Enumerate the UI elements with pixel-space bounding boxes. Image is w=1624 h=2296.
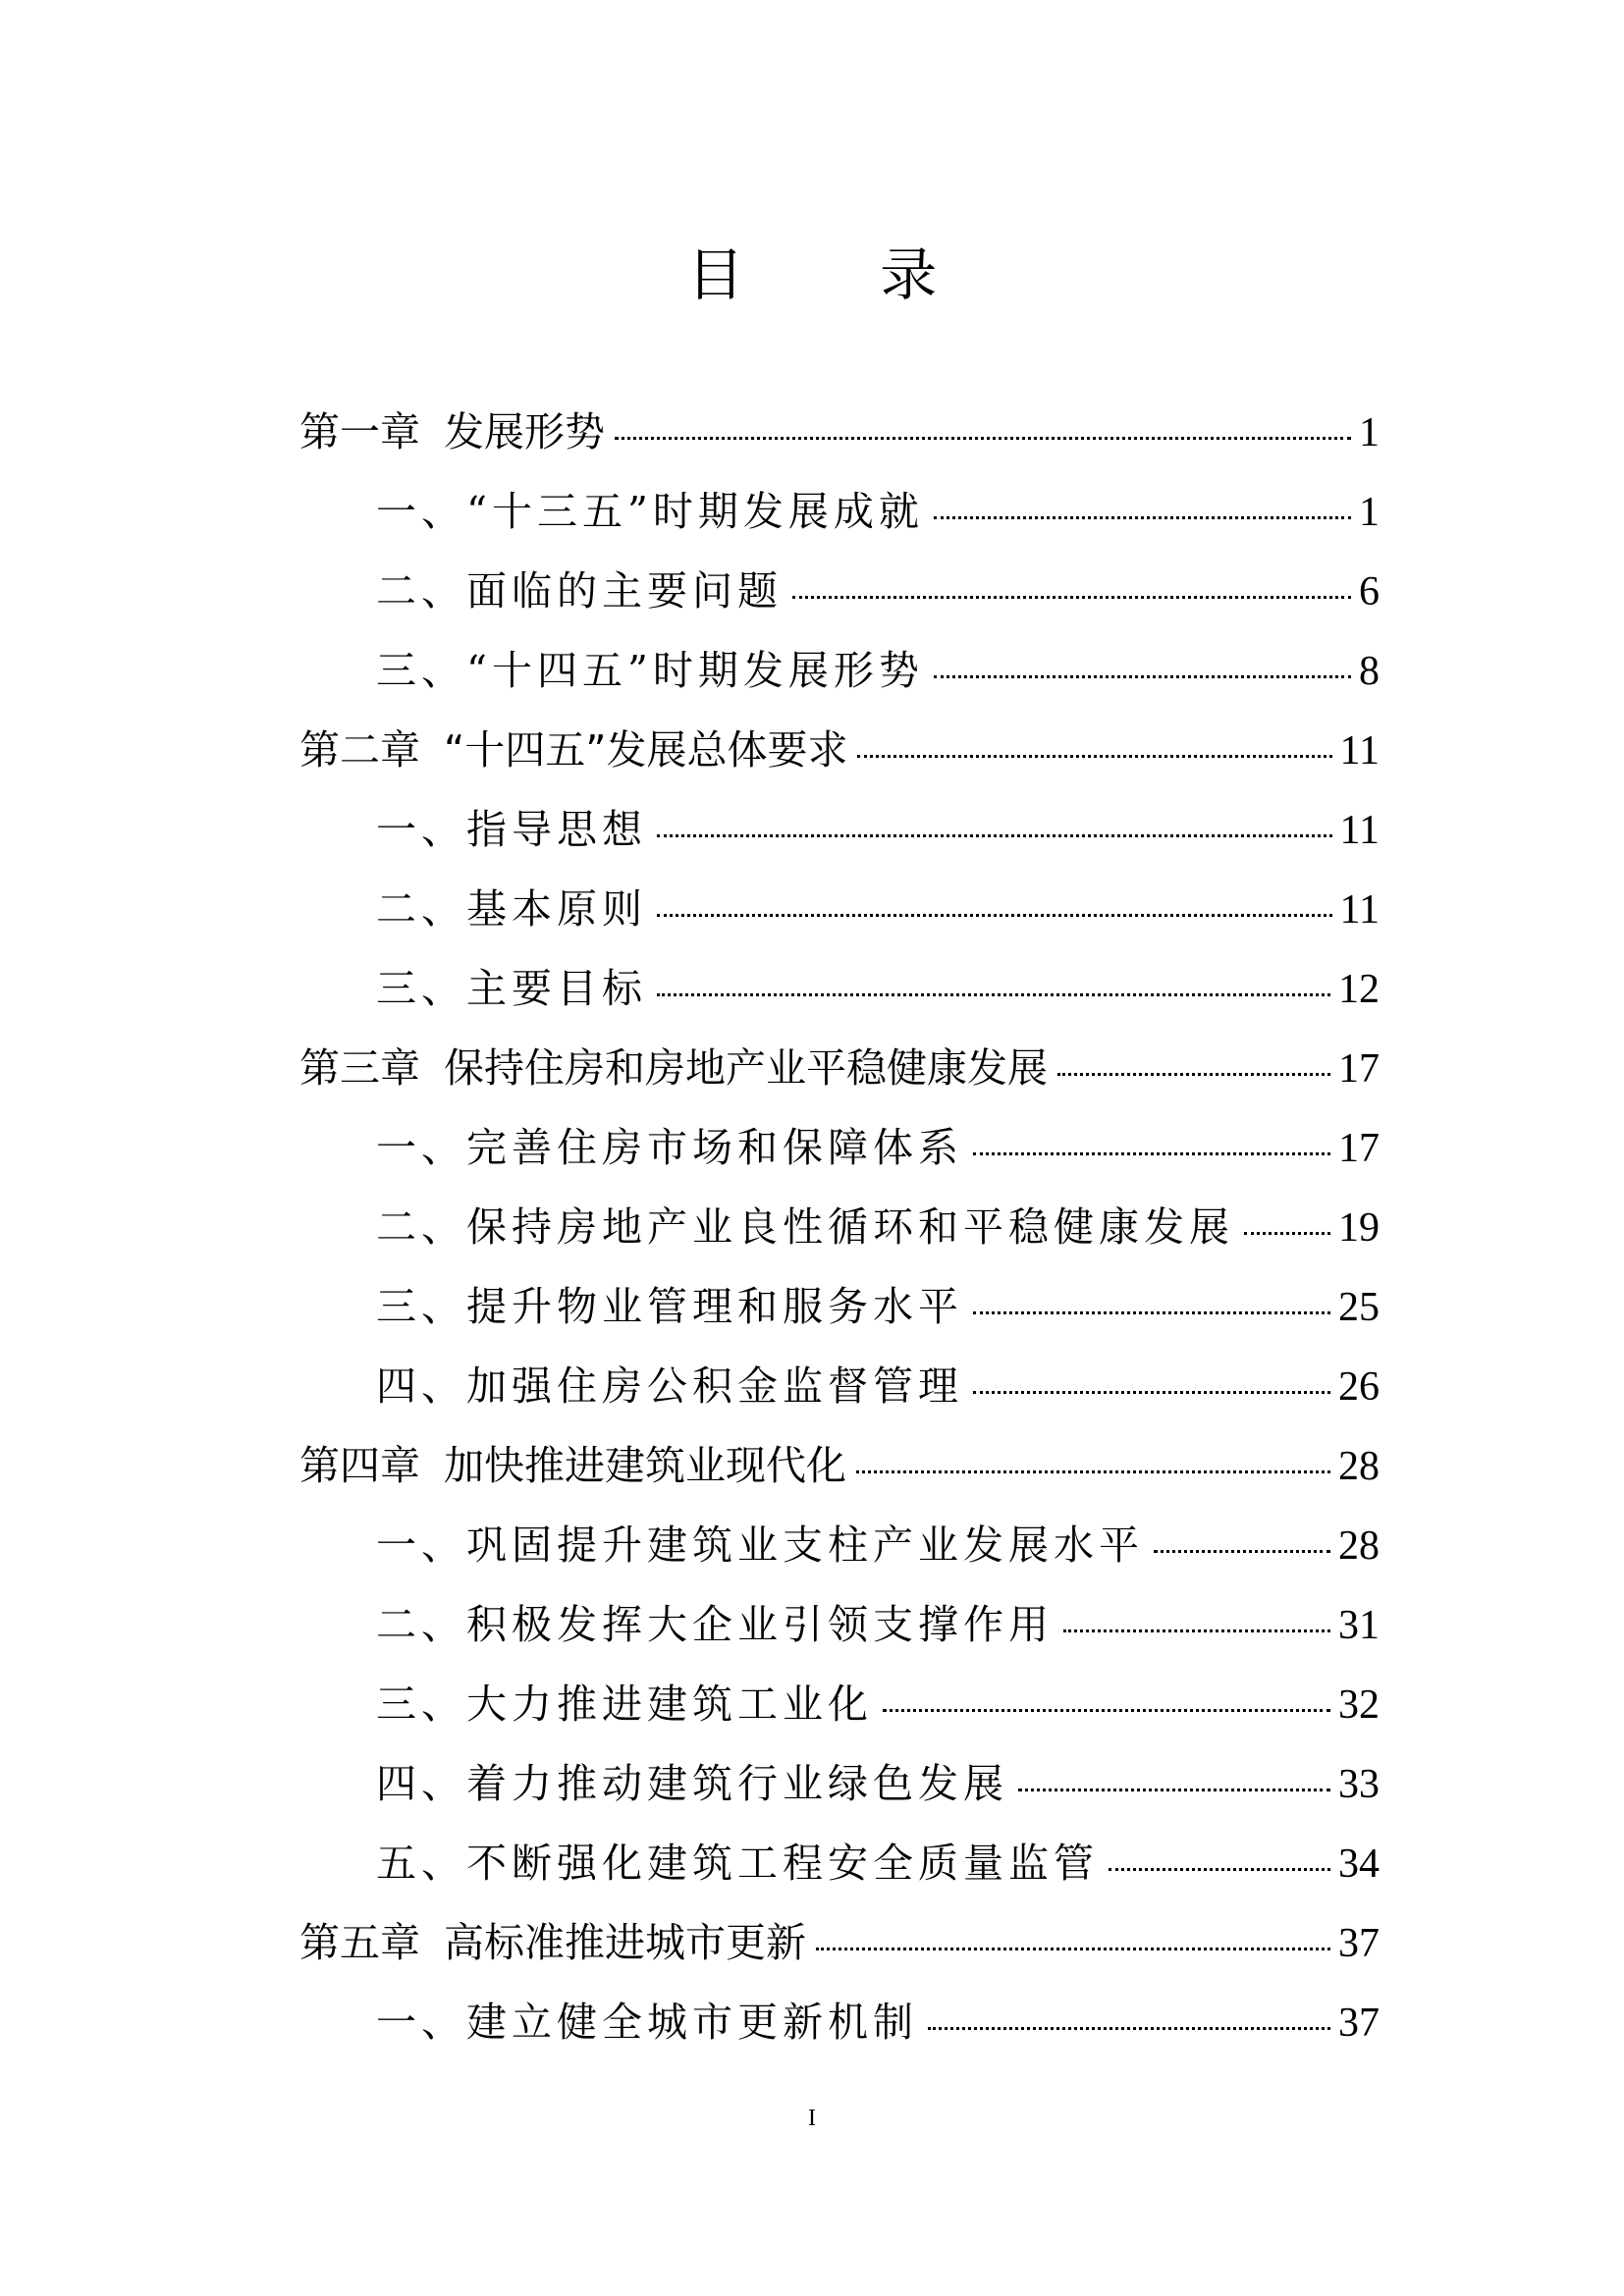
toc-chapter-title: “十四五”发展总体要求: [444, 726, 848, 774]
toc-section-entry[interactable]: [299, 1280, 1380, 1360]
toc-section-entry[interactable]: [299, 1996, 1380, 2075]
toc-chapter-entry[interactable]: [299, 1916, 1380, 1996]
toc-chapter-number: 第一章: [299, 408, 420, 455]
toc-page-number: 11: [1339, 887, 1380, 933]
toc-dot-leader: [657, 914, 1332, 917]
toc-page-number: 33: [1338, 1762, 1380, 1807]
toc-entry-label: 五、不断强化建筑工程安全质量监管: [376, 1840, 1099, 1887]
toc-section-entry[interactable]: [299, 1201, 1380, 1280]
toc-chapter-entry[interactable]: [299, 1439, 1380, 1519]
toc-dot-leader: [856, 1470, 1330, 1473]
toc-section-entry[interactable]: [299, 564, 1380, 644]
toc-page-number: 11: [1339, 808, 1380, 853]
toc-dot-leader: [1154, 1550, 1330, 1553]
toc-chapter-number: 第三章: [299, 1044, 420, 1092]
toc-page-number: 32: [1338, 1682, 1380, 1728]
toc-dot-leader: [1057, 1073, 1330, 1076]
toc-entry-label: 三、“十四五”时期发展形势: [376, 647, 924, 694]
table-of-contents: [299, 405, 1380, 2075]
toc-chapter-title: 加快推进建筑业现代化: [444, 1442, 846, 1489]
toc-entry-label: 一、指导思想: [376, 806, 647, 853]
toc-chapter-title: 高标准推进城市更新: [444, 1919, 806, 1966]
toc-page-number: 26: [1338, 1364, 1380, 1410]
toc-entry-label: [299, 723, 847, 777]
toc-entry-label: 二、面临的主要问题: [376, 567, 783, 614]
toc-dot-leader: [1063, 1629, 1330, 1632]
toc-chapter-entry[interactable]: [299, 1041, 1380, 1121]
toc-section-entry[interactable]: [299, 803, 1380, 882]
toc-dot-leader: [1018, 1789, 1330, 1791]
toc-page-number: 19: [1338, 1205, 1380, 1251]
toc-section-entry[interactable]: [299, 1360, 1380, 1439]
toc-page-number: 17: [1338, 1046, 1380, 1092]
toc-page-number: 37: [1338, 1921, 1380, 1966]
toc-page-number: 1: [1359, 490, 1380, 535]
toc-section-entry[interactable]: [299, 1757, 1380, 1837]
toc-chapter-number: 第四章: [299, 1442, 420, 1489]
toc-dot-leader: [792, 596, 1351, 599]
toc-entry-label: [299, 1041, 1048, 1095]
toc-dot-leader: [1244, 1232, 1330, 1235]
page-number: I: [808, 2106, 816, 2131]
toc-section-entry[interactable]: [299, 1519, 1380, 1598]
toc-entry-label: 二、积极发挥大企业引领支撑作用: [376, 1601, 1054, 1648]
toc-page-number: 25: [1338, 1285, 1380, 1330]
toc-page-number: 28: [1338, 1523, 1380, 1569]
toc-dot-leader: [934, 516, 1351, 519]
toc-entry-label: 一、“十三五”时期发展成就: [376, 488, 924, 535]
toc-section-entry[interactable]: [299, 1598, 1380, 1678]
toc-page-number: 17: [1338, 1126, 1380, 1171]
toc-section-entry[interactable]: [299, 1678, 1380, 1757]
toc-entry-label: [299, 405, 605, 459]
toc-dot-leader: [973, 1391, 1330, 1394]
toc-page-number: 6: [1359, 569, 1380, 614]
toc-entry-label: 三、大力推进建筑工业化: [376, 1681, 873, 1728]
toc-page-number: 11: [1339, 728, 1380, 774]
toc-section-entry[interactable]: [299, 882, 1380, 962]
toc-entry-label: 二、基本原则: [376, 885, 647, 933]
toc-chapter-title: 发展形势: [444, 408, 605, 455]
toc-dot-leader: [973, 1311, 1330, 1314]
page-title: 目 录: [686, 241, 997, 308]
toc-dot-leader: [657, 993, 1330, 996]
toc-dot-leader: [657, 834, 1332, 837]
toc-page-number: 31: [1338, 1603, 1380, 1648]
toc-page-number: 34: [1338, 1842, 1380, 1887]
toc-entry-label: 四、加强住房公积金监督管理: [376, 1362, 963, 1410]
toc-section-entry[interactable]: [299, 1121, 1380, 1201]
toc-chapter-number: 第五章: [299, 1919, 420, 1966]
toc-dot-leader: [615, 437, 1351, 440]
toc-chapter-entry[interactable]: [299, 723, 1380, 803]
toc-entry-label: 一、建立健全城市更新机制: [376, 1999, 918, 2046]
toc-page-number: 12: [1338, 967, 1380, 1012]
toc-page-number: 37: [1338, 2001, 1380, 2046]
toc-section-entry[interactable]: [299, 962, 1380, 1041]
toc-entry-label: 一、完善住房市场和保障体系: [376, 1124, 963, 1171]
toc-page-number: 8: [1359, 649, 1380, 694]
toc-entry-label: 三、提升物业管理和服务水平: [376, 1283, 963, 1330]
toc-entry-label: [299, 1916, 806, 1970]
toc-section-entry[interactable]: [299, 644, 1380, 723]
toc-entry-label: 二、保持房地产业良性循环和平稳健康发展: [376, 1203, 1234, 1251]
toc-dot-leader: [857, 755, 1331, 758]
toc-entry-label: 四、着力推动建筑行业绿色发展: [376, 1760, 1008, 1807]
toc-page-number: 28: [1338, 1444, 1380, 1489]
toc-section-entry[interactable]: [299, 485, 1380, 564]
toc-chapter-title: 保持住房和房地产业平稳健康发展: [444, 1044, 1048, 1092]
toc-dot-leader: [883, 1709, 1330, 1712]
toc-chapter-number: 第二章: [299, 726, 420, 774]
toc-dot-leader: [1109, 1868, 1330, 1871]
toc-entry-label: [299, 1439, 846, 1493]
toc-entry-label: 三、主要目标: [376, 965, 647, 1012]
toc-dot-leader: [928, 2027, 1330, 2030]
toc-page-number: 1: [1359, 410, 1380, 455]
toc-section-entry[interactable]: [299, 1837, 1380, 1916]
toc-dot-leader: [934, 675, 1351, 678]
toc-chapter-entry[interactable]: [299, 405, 1380, 485]
toc-entry-label: 一、巩固提升建筑业支柱产业发展水平: [376, 1522, 1144, 1569]
toc-dot-leader: [973, 1152, 1330, 1155]
toc-dot-leader: [816, 1948, 1330, 1950]
